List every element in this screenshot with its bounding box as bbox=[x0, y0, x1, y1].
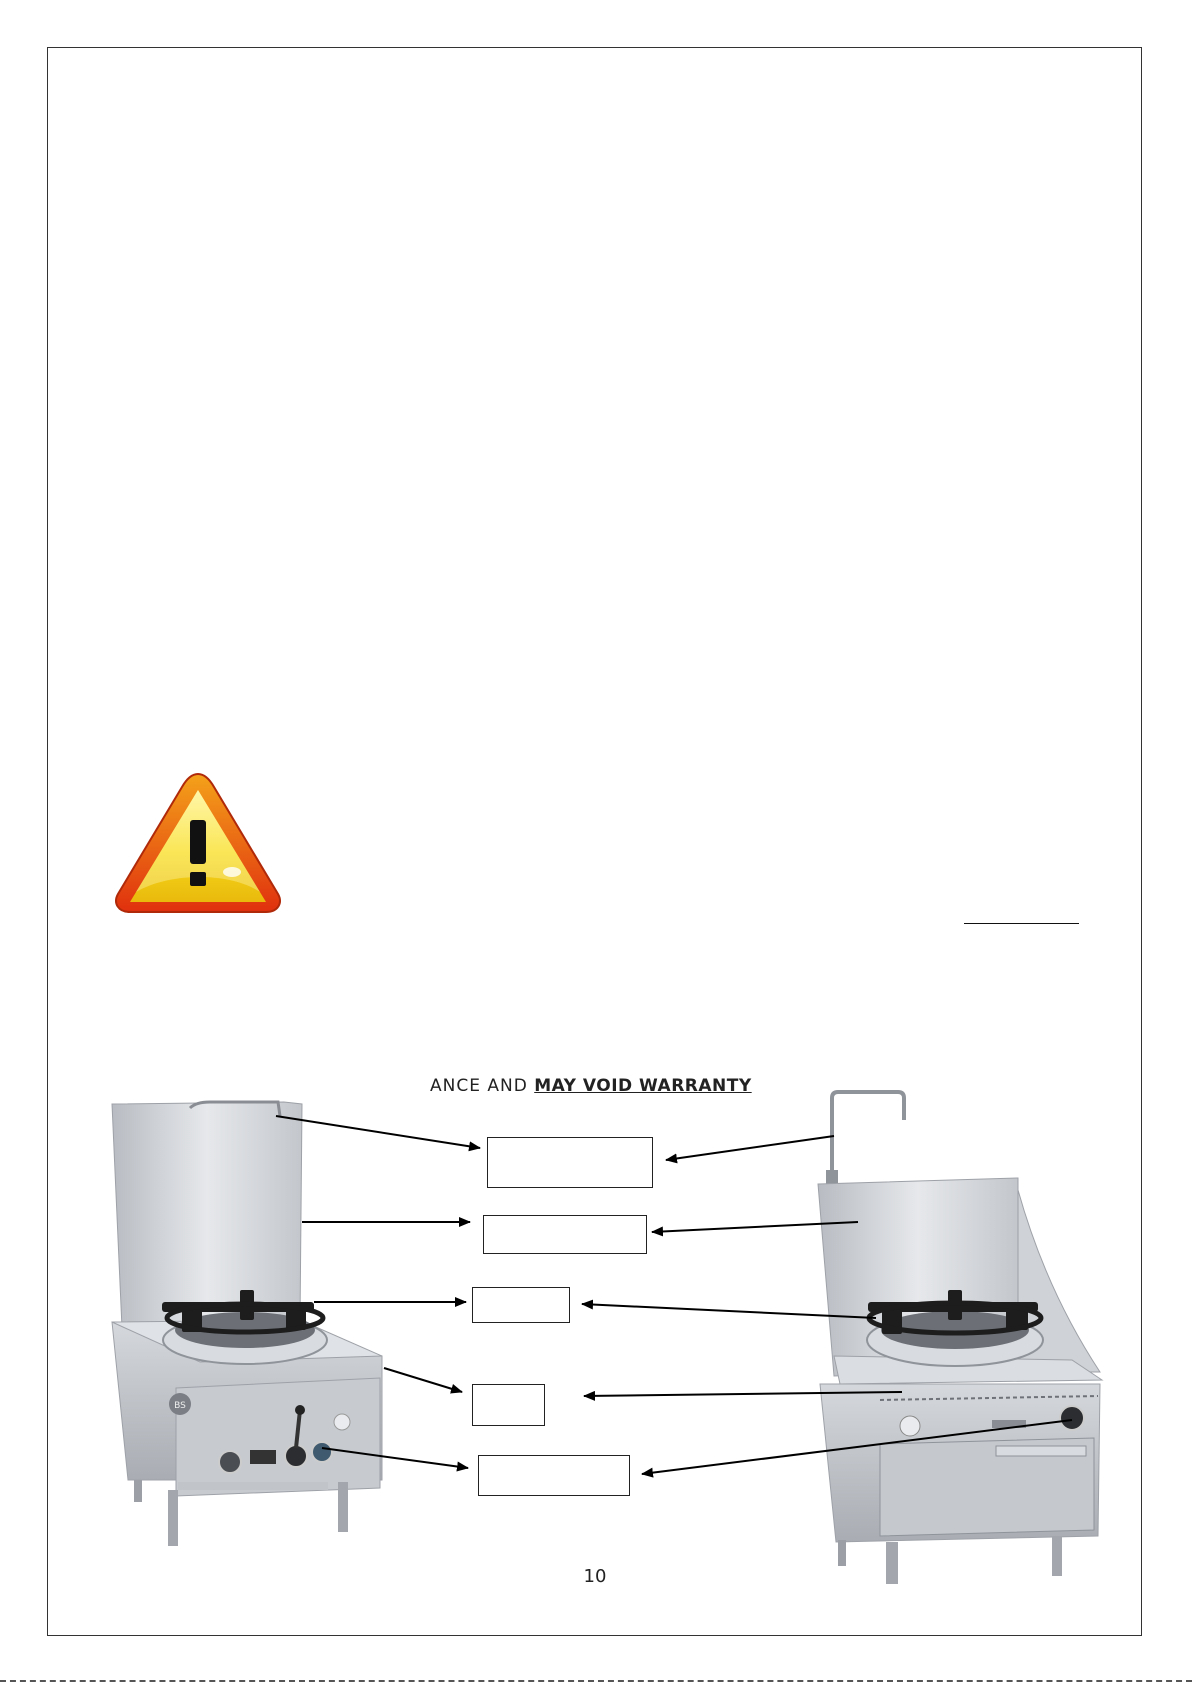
caption-emphasis: MAY VOID WARRANTY bbox=[534, 1076, 752, 1096]
caption-prefix: ANCE AND bbox=[430, 1076, 535, 1096]
bottom-rule bbox=[0, 1680, 1192, 1682]
svg-text:BS: BS bbox=[174, 1401, 186, 1411]
label-box-2 bbox=[483, 1215, 647, 1254]
page-number: 10 bbox=[583, 1566, 607, 1587]
label-box-3 bbox=[472, 1287, 570, 1323]
right-wok-cooker bbox=[818, 1092, 1102, 1584]
left-wok-cooker bbox=[112, 1102, 382, 1546]
label-box-1 bbox=[487, 1137, 653, 1188]
label-box-4 bbox=[472, 1384, 545, 1426]
label-box-5 bbox=[478, 1455, 630, 1496]
